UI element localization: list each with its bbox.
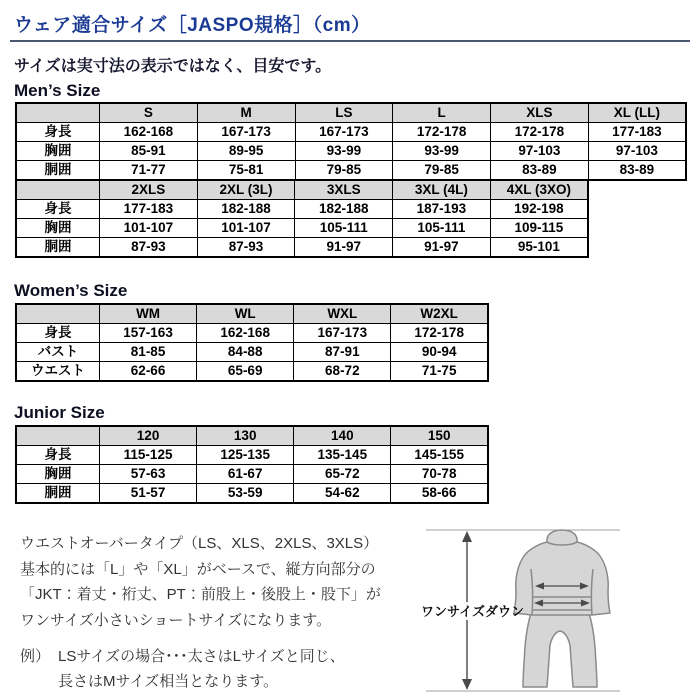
column-header: WXL — [294, 304, 391, 324]
column-header: W2XL — [391, 304, 488, 324]
size-cell: 105-111 — [393, 219, 491, 238]
row-label: 胴囲 — [16, 238, 100, 258]
size-cell: 71-77 — [100, 161, 198, 181]
row-label: 身長 — [16, 446, 100, 465]
junior-size-table — [15, 425, 489, 504]
table-row — [16, 123, 686, 142]
table-row — [16, 142, 686, 161]
corner-cell — [16, 103, 100, 123]
size-cell: 89-95 — [197, 142, 295, 161]
size-cell: 182-188 — [295, 200, 393, 219]
size-cell: 51-57 — [100, 484, 197, 504]
header-row — [16, 103, 686, 123]
womens-size-table — [15, 303, 489, 382]
size-cell: 87-93 — [197, 238, 295, 258]
size-cell: 192-198 — [490, 200, 588, 219]
size-cell: 187-193 — [393, 200, 491, 219]
notes-line: ウエストオーバータイプ（LS、XLS、2XLS、3XLS） — [20, 535, 379, 552]
size-cell: 65-69 — [197, 362, 294, 382]
waist-over-type-notes — [20, 531, 381, 633]
size-cell: 125-135 — [197, 446, 294, 465]
size-cell: 75-81 — [197, 161, 295, 181]
column-header: LS — [295, 103, 393, 123]
size-cell: 70-78 — [391, 465, 488, 484]
column-header: 4XL (3XO) — [490, 180, 588, 200]
column-header: XLS — [491, 103, 589, 123]
size-cell: 157-163 — [100, 324, 197, 343]
size-cell: 135-145 — [294, 446, 391, 465]
row-label: 身長 — [16, 200, 100, 219]
size-cell: 68-72 — [294, 362, 391, 382]
corner-cell — [16, 426, 100, 446]
size-cell: 85-91 — [100, 142, 198, 161]
table-row — [16, 161, 686, 181]
column-header: 2XL (3L) — [197, 180, 295, 200]
notes-line: 「JKT：着丈・裄丈、PT：前股上・後股上・股下」が — [20, 586, 381, 603]
mens-size-tables — [15, 102, 687, 258]
example-line: 長さはMサイズ相当となります。 — [58, 673, 279, 690]
size-cell: 105-111 — [295, 219, 393, 238]
column-header: 2XLS — [100, 180, 198, 200]
header-row — [16, 426, 488, 446]
size-cell: 79-85 — [393, 161, 491, 181]
column-header: M — [197, 103, 295, 123]
one-size-down-diagram — [420, 525, 625, 698]
size-cell: 115-125 — [100, 446, 197, 465]
column-header: S — [100, 103, 198, 123]
column-header: 3XL (4L) — [393, 180, 491, 200]
size-cell: 65-72 — [294, 465, 391, 484]
jacket-shape — [514, 530, 610, 615]
column-header: 140 — [294, 426, 391, 446]
column-header: 130 — [197, 426, 294, 446]
mens-size-heading: Men’s Size — [14, 81, 101, 100]
table-row — [16, 446, 488, 465]
notes-line: 基本的には「L」や「XL」がベースで、縦方向部分の — [20, 560, 376, 578]
size-cell: 162-168 — [100, 123, 198, 142]
example-line: LSサイズの場合･･･太さはLサイズと同じ、 — [58, 648, 345, 665]
size-cell: 172-178 — [391, 324, 488, 343]
size-cell: 97-103 — [491, 142, 589, 161]
size-cell: 79-85 — [295, 161, 393, 181]
size-cell: 91-97 — [295, 238, 393, 258]
size-example — [20, 644, 345, 694]
table-row — [16, 238, 588, 258]
row-label: 胸囲 — [16, 465, 100, 484]
womens-size-heading: Women’s Size — [14, 281, 128, 300]
suit-back-figure — [514, 530, 610, 687]
mens-size-table-upper — [15, 102, 687, 181]
size-cell: 71-75 — [391, 362, 488, 382]
example-text — [58, 644, 345, 694]
size-cell: 57-63 — [100, 465, 197, 484]
table-row — [16, 343, 488, 362]
size-cell: 172-178 — [491, 123, 589, 142]
size-cell: 58-66 — [391, 484, 488, 504]
size-cell: 87-91 — [294, 343, 391, 362]
size-cell: 61-67 — [197, 465, 294, 484]
size-cell: 83-89 — [491, 161, 589, 181]
column-header: 120 — [100, 426, 197, 446]
column-header: 150 — [391, 426, 488, 446]
corner-cell — [16, 304, 100, 324]
size-cell: 91-97 — [393, 238, 491, 258]
pants-shape — [523, 613, 597, 687]
row-label: 胸囲 — [16, 219, 100, 238]
size-cell: 93-99 — [393, 142, 491, 161]
page-title: ウェア適合サイズ［JASPO規格］（cm） — [14, 15, 371, 36]
size-cell: 177-183 — [100, 200, 198, 219]
size-cell: 177-183 — [588, 123, 686, 142]
column-header: L — [393, 103, 491, 123]
title-divider — [10, 40, 690, 42]
size-cell: 54-62 — [294, 484, 391, 504]
size-cell: 95-101 — [490, 238, 588, 258]
row-label: 胸囲 — [16, 142, 100, 161]
size-cell: 93-99 — [295, 142, 393, 161]
row-label: 胴囲 — [16, 484, 100, 504]
size-cell: 101-107 — [100, 219, 198, 238]
table-row — [16, 465, 488, 484]
column-header: WL — [197, 304, 294, 324]
size-cell: 81-85 — [100, 343, 197, 362]
size-cell: 167-173 — [197, 123, 295, 142]
size-cell: 87-93 — [100, 238, 198, 258]
row-label: ウエスト — [16, 362, 100, 382]
mens-size-table-lower — [15, 179, 589, 258]
row-label: バスト — [16, 343, 100, 362]
row-label: 身長 — [16, 123, 100, 142]
notes-line: ワンサイズ小さいショートサイズになります。 — [20, 611, 332, 629]
size-cell: 62-66 — [100, 362, 197, 382]
column-header: WM — [100, 304, 197, 324]
size-disclaimer: サイズは実寸法の表示ではなく、目安です。 — [14, 58, 332, 75]
one-size-down-label: ワンサイズダウン — [421, 604, 524, 619]
junior-size-heading: Junior Size — [14, 403, 105, 422]
table-row — [16, 324, 488, 343]
corner-cell — [16, 180, 100, 200]
header-row — [16, 304, 488, 324]
size-cell: 167-173 — [295, 123, 393, 142]
size-cell: 97-103 — [588, 142, 686, 161]
size-cell: 162-168 — [197, 324, 294, 343]
size-cell: 145-155 — [391, 446, 488, 465]
size-cell: 172-178 — [393, 123, 491, 142]
row-label: 胴囲 — [16, 161, 100, 181]
row-label: 身長 — [16, 324, 100, 343]
size-cell: 90-94 — [391, 343, 488, 362]
size-cell: 101-107 — [197, 219, 295, 238]
size-cell: 53-59 — [197, 484, 294, 504]
size-cell: 109-115 — [490, 219, 588, 238]
table-row — [16, 362, 488, 382]
size-cell: 182-188 — [197, 200, 295, 219]
size-cell: 84-88 — [197, 343, 294, 362]
column-header: 3XLS — [295, 180, 393, 200]
table-row — [16, 219, 588, 238]
header-row — [16, 180, 588, 200]
size-cell: 167-173 — [294, 324, 391, 343]
table-row — [16, 484, 488, 504]
table-row — [16, 200, 588, 219]
column-header: XL (LL) — [588, 103, 686, 123]
size-cell: 83-89 — [588, 161, 686, 181]
example-label: 例） — [20, 648, 51, 665]
